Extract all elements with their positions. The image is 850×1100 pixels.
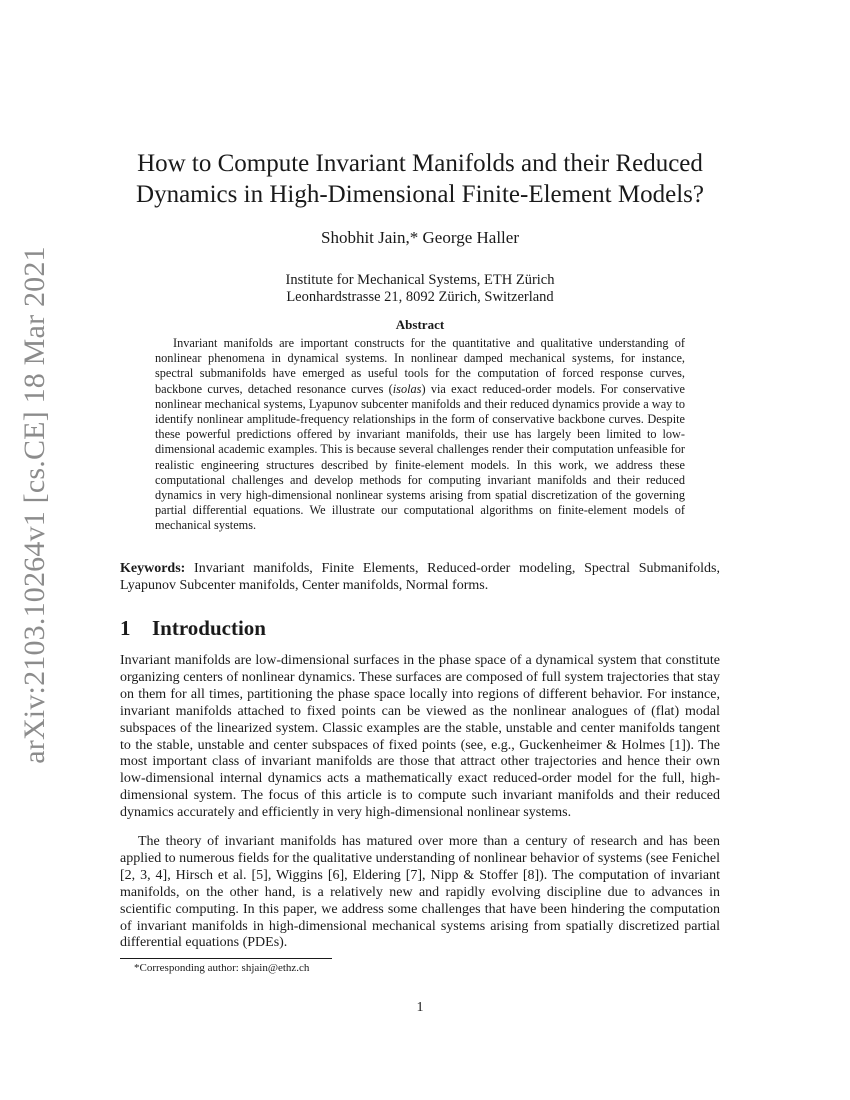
- page-number: 1: [416, 1000, 424, 1015]
- title-line-2: Dynamics in High-Dimensional Finite-Element Models?: [136, 181, 704, 208]
- section-number: 1: [120, 616, 131, 640]
- arxiv-identifier: [10, 246, 60, 764]
- section-title: Introduction: [152, 616, 266, 640]
- abstract-part-2: ) via exact reduced-order models. For conservative nonlinear mechanical systems, Lyapunov subcenter manifolds and their reduced dynamics provide a way to identify nonlinear amplitude-frequency relationships in the form of conservative backbone curves. Despite these powerful predictions offered by invariant manifolds, their use has largely been limited to low-dimensional academic examples. This is because several challenges render their computation unfeasible for realistic engineering structures described by finite-element models. In this work, we address these computational challenges and develop methods for computing invariant manifolds and their reduced dynamics in very high-dimensional nonlinear systems arising from spatial discretization of the governing partial differential equations. We illustrate our computational algorithms on finite-element models of mechanical systems.: [155, 381, 685, 533]
- keywords-label: Keywords:: [120, 561, 186, 576]
- affiliation-line-1: Institute for Mechanical Systems, ETH Zürich: [285, 272, 555, 288]
- keywords: [120, 560, 720, 594]
- abstract-text: [155, 336, 685, 534]
- affiliation: [100, 272, 740, 306]
- intro-paragraph-2: The theory of invariant manifolds has matured over more than a century of research and has been applied to numerous fields for the qualitative understanding of nonlinear behavior of systems (see Fenichel [2, 3, 4], Hirsch et al. [5], Wiggins [6], Eldering [7], Nipp & Stoffer [8]). The computation of invariant manifolds, on the other hand, is a relatively new and rapidly evolving discipline due to advances in scientific computing. In this paper, we address some challenges that have been hindering the computation of invariant manifolds in high-dimensional mechanical systems arising from spatially discretized partial differential equations (PDEs).: [120, 834, 720, 951]
- title-line-1: How to Compute Invariant Manifolds and their Reduced: [137, 150, 703, 177]
- footnote-rule: [120, 958, 332, 959]
- affiliation-line-2: Leonhardstrasse 21, 8092 Zürich, Switzerland: [286, 289, 554, 305]
- section-heading: [120, 616, 266, 641]
- intro-paragraph-1: Invariant manifolds are low-dimensional surfaces in the phase space of a dynamical system that constitute organizing centers of nonlinear dynamics. These surfaces are composed of full system trajectories that stay on them for all times, partitioning the phase space locally into regions of different behavior. For instance, invariant manifolds attached to fixed points can be viewed as the nonlinear analogues of (flat) modal subspaces of the linearized system. Classic examples are the stable, unstable and center manifolds tangent to the stable, unstable and center subspaces of fixed points (see, e.g., Guckenheimer & Holmes [1]). The most important class of invariant manifolds are those that attract other trajectories and hence their own low-dimensional internal dynamics acts a mathematically exact reduced-order model for the full, high-dimensional system. The focus of this article is to compute such invariant manifolds and their reduced dynamics accurately and efficiently in very high-dimensional nonlinear systems.: [120, 653, 720, 821]
- authors: Shobhit Jain,* George Haller: [321, 228, 519, 247]
- footnote: *Corresponding author: shjain@ethz.ch: [134, 962, 310, 974]
- abstract-italic-term: isolas: [392, 381, 422, 396]
- abstract-part-1: Invariant manifolds are important constructs for the quantitative and qualitative understanding of nonlinear phenomena in dynamical systems. In nonlinear damped mechanical systems, for instance, spectral submanifolds have emerged as useful tools for the computation of forced response curves, backbone curves, detached resonance curves (: [155, 336, 685, 396]
- abstract-heading: Abstract: [395, 317, 445, 332]
- arxiv-identifier-text: arXiv:2103.10264v1 [cs.CE] 18 Mar 2021: [18, 246, 51, 764]
- paper-title: [100, 148, 740, 210]
- keywords-list: Invariant manifolds, Finite Elements, Reduced-order modeling, Spectral Submanifolds, Lyapunov Subcenter manifolds, Center manifolds, Normal forms.: [120, 561, 720, 593]
